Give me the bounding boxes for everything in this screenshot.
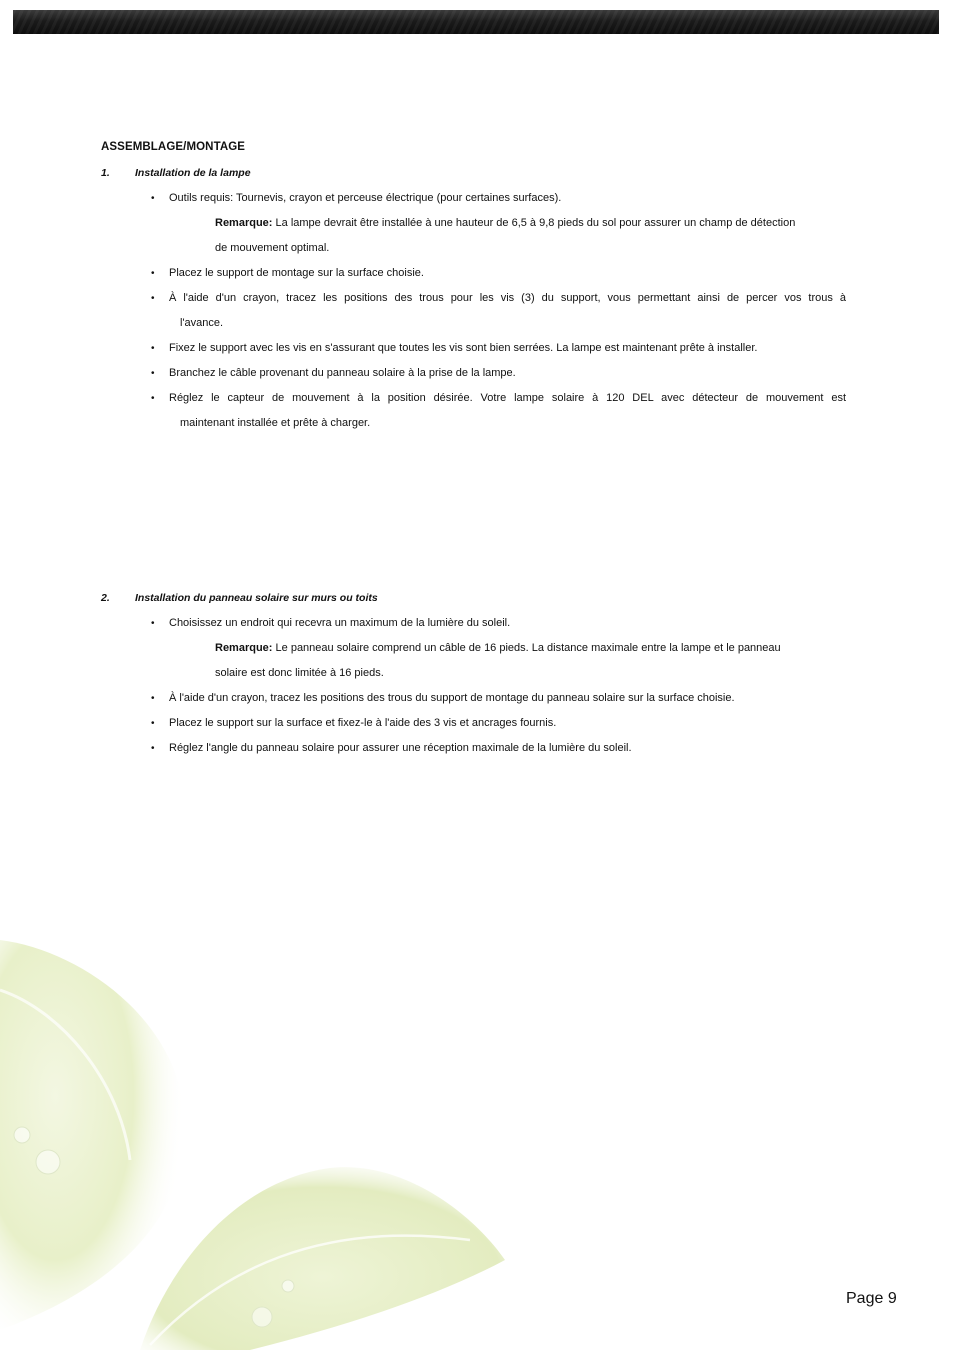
list-item: • Branchez le câble provenant du panneau solaire à la prise de la lampe. bbox=[151, 361, 846, 386]
section-title-text: Installation du panneau solaire sur murs ou toits bbox=[135, 592, 378, 604]
note bbox=[215, 211, 846, 261]
section-number: 1. bbox=[101, 167, 110, 179]
list-item: • Réglez le capteur de mouvement à la position désirée. Votre lampe solaire à 120 DEL avec détecteur de mouvement est maintenant installée et prête à charger. bbox=[151, 386, 846, 436]
note-text: Le panneau solaire comprend un câble de 16 pieds. La distance maximale entre la lampe et le panneau bbox=[275, 642, 781, 654]
note-text-2: solaire est donc limitée à 16 pieds. bbox=[215, 667, 384, 679]
note-text-2: de mouvement optimal. bbox=[215, 242, 330, 254]
note-label: Remarque: bbox=[215, 642, 273, 654]
list-item: • Choisissez un endroit qui recevra un maximum de la lumière du soleil. bbox=[151, 611, 846, 636]
list-item: • Outils requis: Tournevis, crayon et perceuse électrique (pour certaines surfaces). bbox=[151, 186, 846, 211]
bullet-icon: • bbox=[151, 693, 155, 704]
list-item: • Réglez l'angle du panneau solaire pour assurer une réception maximale de la lumière du soleil. bbox=[151, 736, 846, 761]
note-text: La lampe devrait être installée à une hauteur de 6,5 à 9,8 pieds du sol pour assurer un champ de détection bbox=[275, 217, 796, 229]
list-item: • Placez le support sur la surface et fixez-le à l'aide des 3 vis et ancrages fournis. bbox=[151, 711, 846, 736]
bullet-icon: • bbox=[151, 718, 155, 729]
list-item: • À l'aide d'un crayon, tracez les positions des trous du support de montage du panneau solaire sur la surface choisie. bbox=[151, 686, 846, 711]
bullet-icon: • bbox=[151, 268, 155, 279]
leaf-decoration-icon bbox=[0, 930, 520, 1350]
bullet-icon: • bbox=[151, 743, 155, 754]
section-title-text: Installation de la lampe bbox=[135, 167, 251, 179]
section-title-2 bbox=[101, 592, 378, 604]
section-number: 2. bbox=[101, 592, 110, 604]
list-item: • À l'aide d'un crayon, tracez les positions des trous pour les vis (3) du support, vous permettant ainsi de percer vos trous à l'avance. bbox=[151, 286, 846, 336]
bullet-icon: • bbox=[151, 618, 155, 629]
list-item: • Fixez le support avec les vis en s'assurant que toutes les vis sont bien serrées. La lampe est maintenant prête à installer. bbox=[151, 336, 846, 361]
note-label: Remarque: bbox=[215, 217, 273, 229]
bullet-icon: • bbox=[151, 393, 155, 404]
list-item: • Placez le support de montage sur la surface choisie. bbox=[151, 261, 846, 286]
document-heading: ASSEMBLAGE/MONTAGE bbox=[101, 141, 246, 153]
page-number: Page 9 bbox=[846, 1290, 897, 1307]
bullet-icon: • bbox=[151, 193, 155, 204]
bullet-icon: • bbox=[151, 368, 155, 379]
bullet-icon: • bbox=[151, 293, 155, 304]
header-bar bbox=[13, 10, 939, 34]
note bbox=[215, 636, 846, 686]
section-title-1 bbox=[101, 167, 251, 179]
bullet-icon: • bbox=[151, 343, 155, 354]
